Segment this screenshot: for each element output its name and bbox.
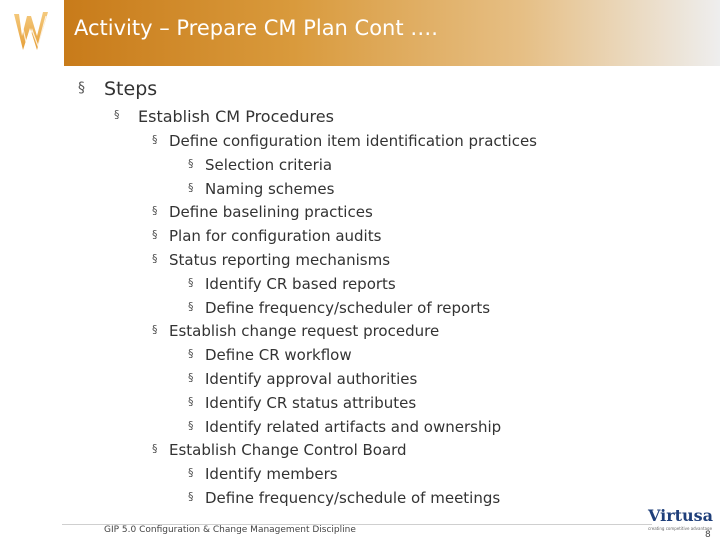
outline-item-level-4: Identify CR based reports — [205, 274, 396, 293]
outline-item-level-3: Establish change request procedure — [169, 322, 440, 341]
bullet-icon: § — [188, 347, 194, 361]
bullet-icon: § — [188, 394, 194, 408]
outline-item-level-4: Identify related artifacts and ownership — [205, 417, 502, 436]
logo-box — [0, 0, 64, 66]
outline-item-level-4: Naming schemes — [205, 179, 335, 198]
outline-item-level-3: Define configuration item identification practices — [169, 132, 537, 150]
w-logo-icon — [0, 0, 64, 66]
outline-item-level-4: Define CR workflow — [205, 346, 352, 365]
bullet-icon: § — [78, 80, 85, 96]
outline-item-level-3: Establish Change Control Board — [169, 441, 407, 460]
bullet-icon: § — [188, 371, 194, 384]
bullet-icon: § — [188, 180, 194, 194]
slide-title: Activity – Prepare CM Plan Cont …. — [74, 16, 438, 40]
bullet-icon: § — [152, 442, 158, 456]
bullet-icon: § — [152, 228, 158, 242]
bullet-icon: § — [152, 133, 158, 146]
bullet-icon: § — [188, 466, 194, 480]
outline-item-level-2: Establish CM Procedures — [138, 107, 334, 126]
page-number: 8 — [705, 530, 711, 540]
footer-text: GIP 5.0 Configuration & Change Management Discipline — [104, 525, 356, 535]
outline-item-level-4: Define frequency/scheduler of reports — [205, 298, 491, 317]
slide-header — [0, 0, 720, 66]
outline-item-level-4: Identify members — [205, 465, 338, 484]
outline-item-level-3: Plan for configuration audits — [169, 227, 382, 246]
outline-item-level-3: Status reporting mechanisms — [169, 251, 391, 269]
title-bar — [64, 0, 720, 66]
outline-item-level-4: Define frequency/schedule of meetings — [205, 489, 501, 507]
bullet-icon: § — [152, 252, 158, 265]
bullet-icon: § — [114, 108, 120, 121]
bullet-icon: § — [188, 299, 194, 313]
bullet-icon: § — [188, 418, 194, 432]
virtusa-logo: Virtusa — [648, 506, 714, 525]
bullet-icon: § — [188, 156, 194, 170]
bullet-icon: § — [152, 323, 158, 337]
brand-tagline: creating competitive advantage — [648, 526, 713, 531]
outline-item-level-4: Selection criteria — [205, 155, 333, 174]
outline-item-level-4: Identify approval authorities — [205, 370, 418, 388]
bullet-icon: § — [188, 275, 194, 289]
bullet-icon: § — [188, 490, 194, 503]
outline-item-level-4: Identify CR status attributes — [205, 393, 417, 412]
outline-item-level-1: Steps — [104, 78, 158, 100]
outline-item-level-3: Define baselining practices — [169, 203, 373, 222]
bullet-icon: § — [152, 204, 158, 218]
